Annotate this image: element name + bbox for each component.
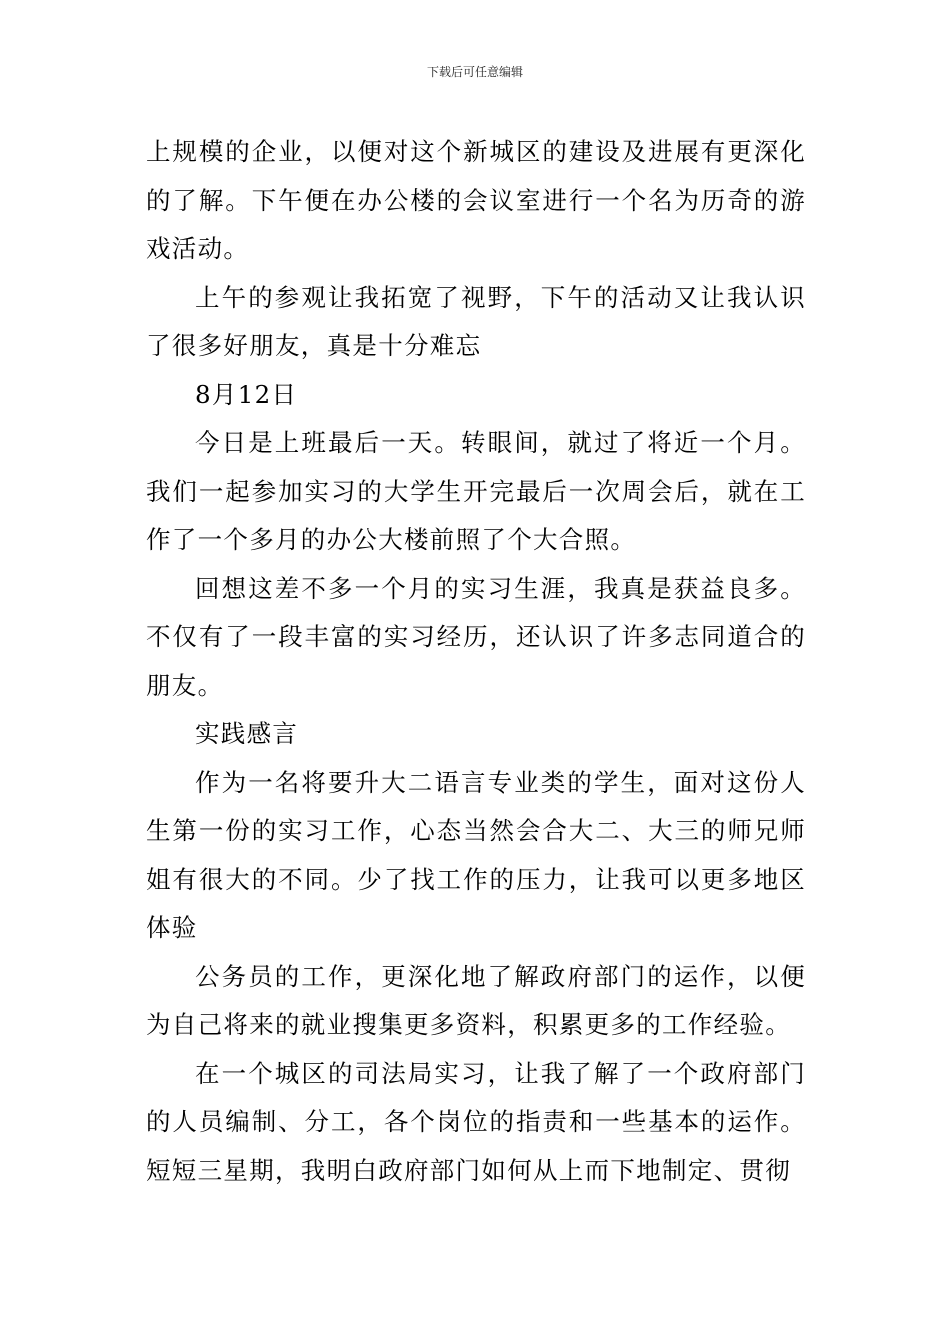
paragraph-justice-bureau: 在一个城区的司法局实习，让我了解了一个政府部门的人员编制、分工，各个岗位的指责和一些基本的运作。短短三星期，我明白政府部门如何从上而下地制定、贯彻	[146, 1058, 806, 1185]
paragraph-continuation: 上规模的企业，以便对这个新城区的建设及进展有更深化的了解。下午便在办公楼的会议室进行一个名为历奇的游戏活动。	[146, 137, 806, 263]
paragraph-intro: 作为一名将要升大二语言专业类的学生，面对这份人生第一份的实习工作，心态当然会合大二、大三的师兄师姐有很大的不同。少了找工作的压力，让我可以更多地区体验	[146, 767, 806, 942]
paragraph-visit-reflection: 上午的参观让我拓宽了视野，下午的活动又让我认识了很多好朋友，真是十分难忘	[146, 282, 806, 360]
paragraph-last-day: 今日是上班最后一天。转眼间，就过了将近一个月。我们一起参加实习的大学生开完最后一次周会后，就在工作了一个多月的办公大楼前照了个大合照。	[146, 428, 806, 554]
document-body	[146, 128, 806, 1195]
paragraph-civil-service: 公务员的工作，更深化地了解政府部门的运作，以便为自己将来的就业搜集更多资料，积累更多的工作经验。	[146, 961, 806, 1039]
section-heading: 实践感言	[195, 719, 299, 748]
date-heading: 8月12日	[195, 379, 298, 409]
paragraph-recollection: 回想这差不多一个月的实习生涯，我真是获益良多。不仅有了一段丰富的实习经历，还认识了许多志同道合的朋友。	[146, 573, 806, 700]
page-header-note: 下载后可任意编辑	[426, 65, 523, 79]
